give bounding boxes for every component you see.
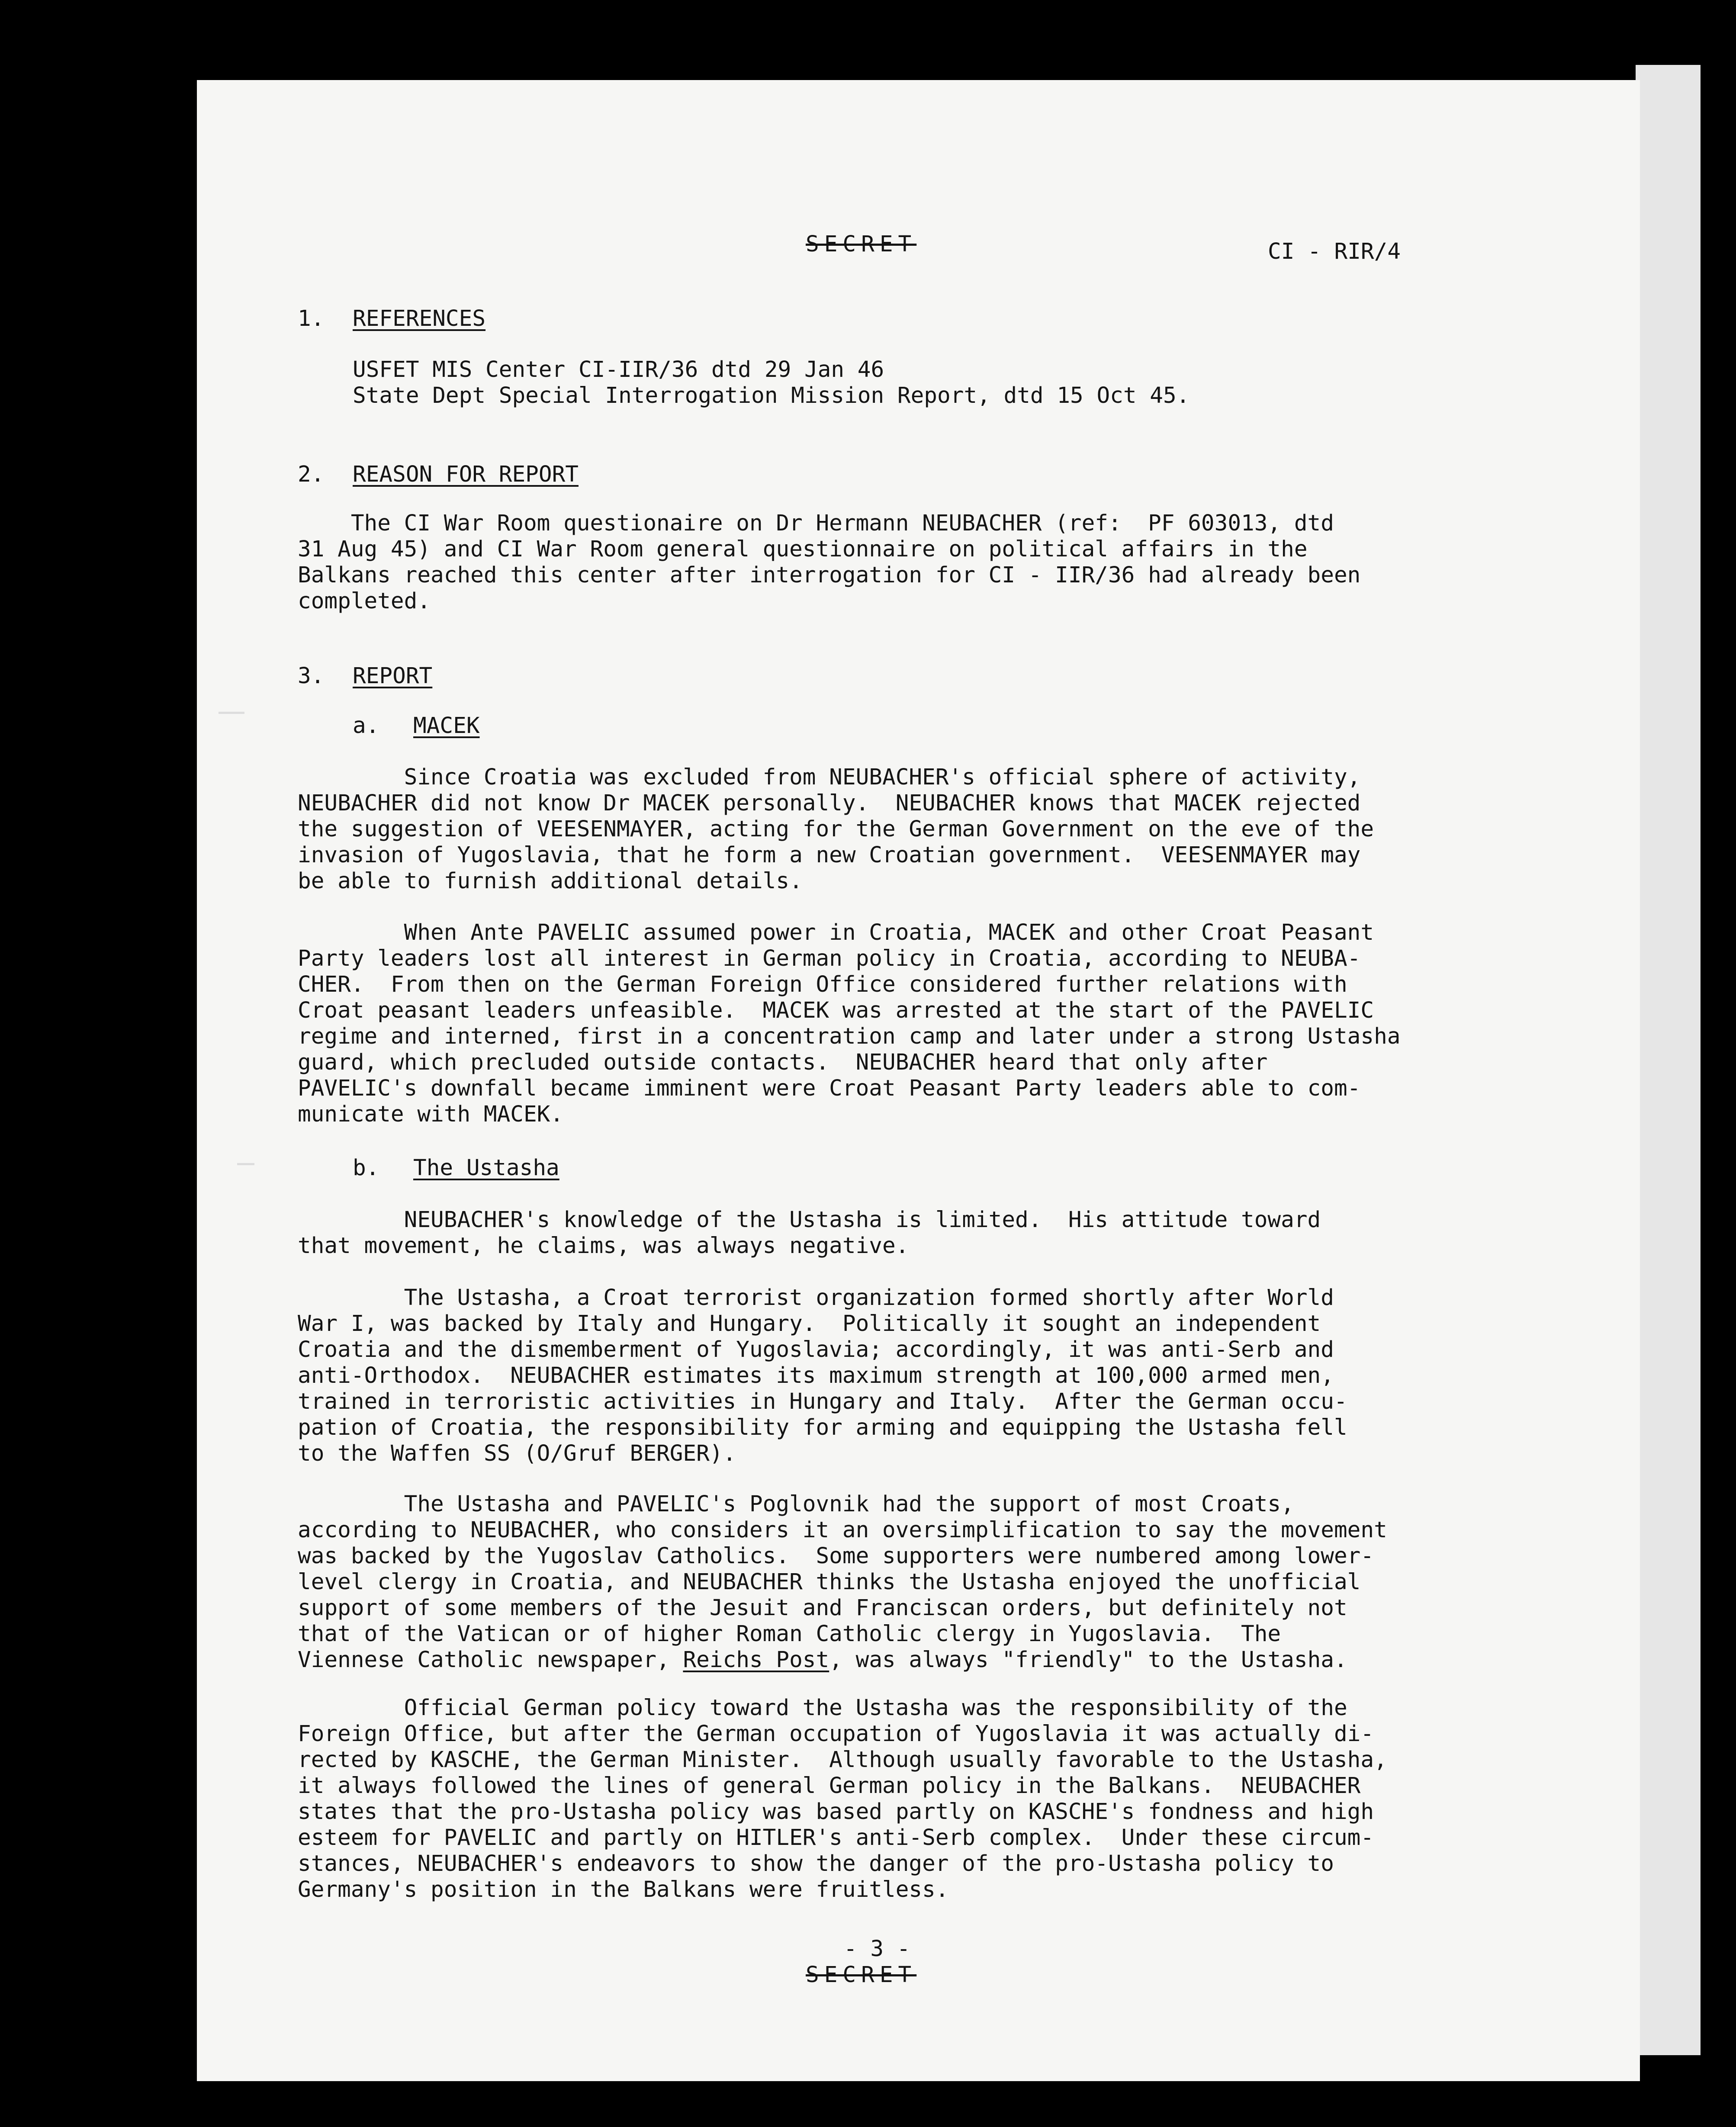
- paragraph-line: support of some members of the Jesuit and Franciscan orders, but definitely not: [298, 1595, 1347, 1621]
- page-number: - 3 -: [844, 1936, 910, 1962]
- paragraph-line: Since Croatia was excluded from NEUBACHER's official sphere of activity,: [298, 765, 1361, 790]
- section-2-title: REASON FOR REPORT: [353, 462, 579, 487]
- line-text: , was always "friendly" to the Ustasha.: [829, 1647, 1347, 1673]
- paragraph-line: Germany's position in the Balkans were fruitless.: [298, 1877, 949, 1902]
- ustasha-paragraph-4: [298, 1695, 1544, 1903]
- classification-top: SECRET: [806, 231, 917, 257]
- paragraph-line: rected by KASCHE, the German Minister. Although usually favorable to the Ustasha,: [298, 1747, 1387, 1773]
- reference-line: State Dept Special Interrogation Mission Report, dtd 15 Oct 45.: [353, 383, 1190, 408]
- reference-line: USFET MIS Center CI-IIR/36 dtd 29 Jan 46: [353, 357, 884, 382]
- paragraph-line: NEUBACHER's knowledge of the Ustasha is limited. His attitude toward: [298, 1207, 1321, 1233]
- section-1-number: 1.: [298, 306, 325, 331]
- paragraph-line: was backed by the Yugoslav Catholics. Some supporters were numbered among lower-: [298, 1543, 1374, 1569]
- paragraph-line: 31 Aug 45) and CI War Room general questionnaire on political affairs in the: [298, 537, 1308, 562]
- paragraph-line: be able to furnish additional details.: [298, 868, 803, 894]
- adjacent-page-edge: [1636, 65, 1701, 2055]
- margin-mark: [237, 1163, 254, 1165]
- paragraph-line: The Ustasha, a Croat terrorist organization formed shortly after World: [298, 1285, 1334, 1311]
- section-2-number: 2.: [298, 462, 325, 487]
- paragraph-line: to the Waffen SS (O/Gruf BERGER).: [298, 1441, 736, 1466]
- paragraph-line: The CI War Room questionaire on Dr Hermann NEUBACHER (ref: PF 603013, dtd: [298, 511, 1334, 536]
- paragraph-line: it always followed the lines of general German policy in the Balkans. NEUBACHER: [298, 1773, 1361, 1799]
- subsection-b-letter: b.: [353, 1155, 379, 1181]
- subsection-a-title: MACEK: [413, 713, 480, 739]
- paragraph-line: [298, 1647, 1544, 1673]
- paragraph-line: CHER. From then on the German Foreign Office considered further relations with: [298, 972, 1347, 997]
- report-id: CI - RIR/4: [1268, 239, 1401, 264]
- paragraph-line: stances, NEUBACHER's endeavors to show the danger of the pro-Ustasha policy to: [298, 1851, 1334, 1876]
- subsection-b-title: The Ustasha: [413, 1155, 559, 1181]
- paragraph-line: trained in terroristic activities in Hungary and Italy. After the German occu-: [298, 1389, 1347, 1414]
- paragraph-line: guard, which precluded outside contacts. NEUBACHER heard that only after: [298, 1050, 1268, 1075]
- paragraph-line: The Ustasha and PAVELIC's Poglovnik had the support of most Croats,: [298, 1491, 1294, 1517]
- ustasha-paragraph-2: [298, 1285, 1544, 1467]
- paragraph-line: invasion of Yugoslavia, that he form a new Croatian government. VEESENMAYER may: [298, 842, 1361, 868]
- paragraph-line: municate with MACEK.: [298, 1102, 564, 1127]
- paragraph-line: NEUBACHER did not know Dr MACEK personally. NEUBACHER knows that MACEK rejected: [298, 790, 1361, 816]
- paragraph-line: Croatia and the dismemberment of Yugoslavia; accordingly, it was anti-Serb and: [298, 1337, 1334, 1362]
- paragraph-line: that movement, he claims, was always negative.: [298, 1233, 909, 1259]
- paragraph-line: states that the pro-Ustasha policy was based partly on KASCHE's fondness and high: [298, 1799, 1374, 1825]
- paragraph-line: regime and interned, first in a concentration camp and later under a strong Ustasha: [298, 1024, 1401, 1049]
- newspaper-title: Reichs Post: [683, 1647, 829, 1673]
- paragraph-line: anti-Orthodox. NEUBACHER estimates its maximum strength at 100,000 armed men,: [298, 1363, 1334, 1388]
- paragraph-line: War I, was backed by Italy and Hungary. Politically it sought an independent: [298, 1311, 1321, 1337]
- paragraph-line: that of the Vatican or of higher Roman Catholic clergy in Yugoslavia. The: [298, 1621, 1281, 1647]
- paragraph-line: Balkans reached this center after interrogation for CI - IIR/36 had already been: [298, 562, 1361, 588]
- reason-paragraph: [298, 511, 1544, 614]
- paragraph-line: Foreign Office, but after the German occupation of Yugoslavia it was actually di-: [298, 1721, 1374, 1747]
- paragraph-line: completed.: [298, 588, 431, 614]
- macek-paragraph-2: [298, 920, 1544, 1128]
- subsection-a-letter: a.: [353, 713, 379, 739]
- macek-paragraph-1: [298, 765, 1544, 894]
- section-3-number: 3.: [298, 663, 325, 689]
- paragraph-line: Croat peasant leaders unfeasible. MACEK was arrested at the start of the PAVELIC: [298, 998, 1374, 1023]
- paragraph-line: the suggestion of VEESENMAYER, acting for the German Government on the eve of the: [298, 816, 1374, 842]
- line-text: Viennese Catholic newspaper,: [298, 1647, 683, 1673]
- paragraph-line: Party leaders lost all interest in German policy in Croatia, according to NEUBA-: [298, 946, 1361, 971]
- paragraph-line: Official German policy toward the Ustasha was the responsibility of the: [298, 1695, 1347, 1721]
- paragraph-line: pation of Croatia, the responsibility for arming and equipping the Ustasha fell: [298, 1415, 1347, 1440]
- classification-bottom: SECRET: [806, 1962, 917, 1988]
- paragraph-line: level clergy in Croatia, and NEUBACHER thinks the Ustasha enjoyed the unofficial: [298, 1569, 1361, 1595]
- paragraph-line: PAVELIC's downfall became imminent were Croat Peasant Party leaders able to com-: [298, 1076, 1361, 1101]
- paragraph-line: according to NEUBACHER, who considers it an oversimplification to say the movement: [298, 1517, 1387, 1543]
- section-1-title: REFERENCES: [353, 306, 486, 331]
- margin-mark: [219, 712, 244, 714]
- section-3-title: REPORT: [353, 663, 433, 689]
- ustasha-paragraph-3: [298, 1491, 1544, 1673]
- ustasha-paragraph-1: [298, 1207, 1544, 1259]
- paragraph-line: esteem for PAVELIC and partly on HITLER's anti-Serb complex. Under these circum-: [298, 1825, 1374, 1851]
- paragraph-line: When Ante PAVELIC assumed power in Croatia, MACEK and other Croat Peasant: [298, 920, 1374, 945]
